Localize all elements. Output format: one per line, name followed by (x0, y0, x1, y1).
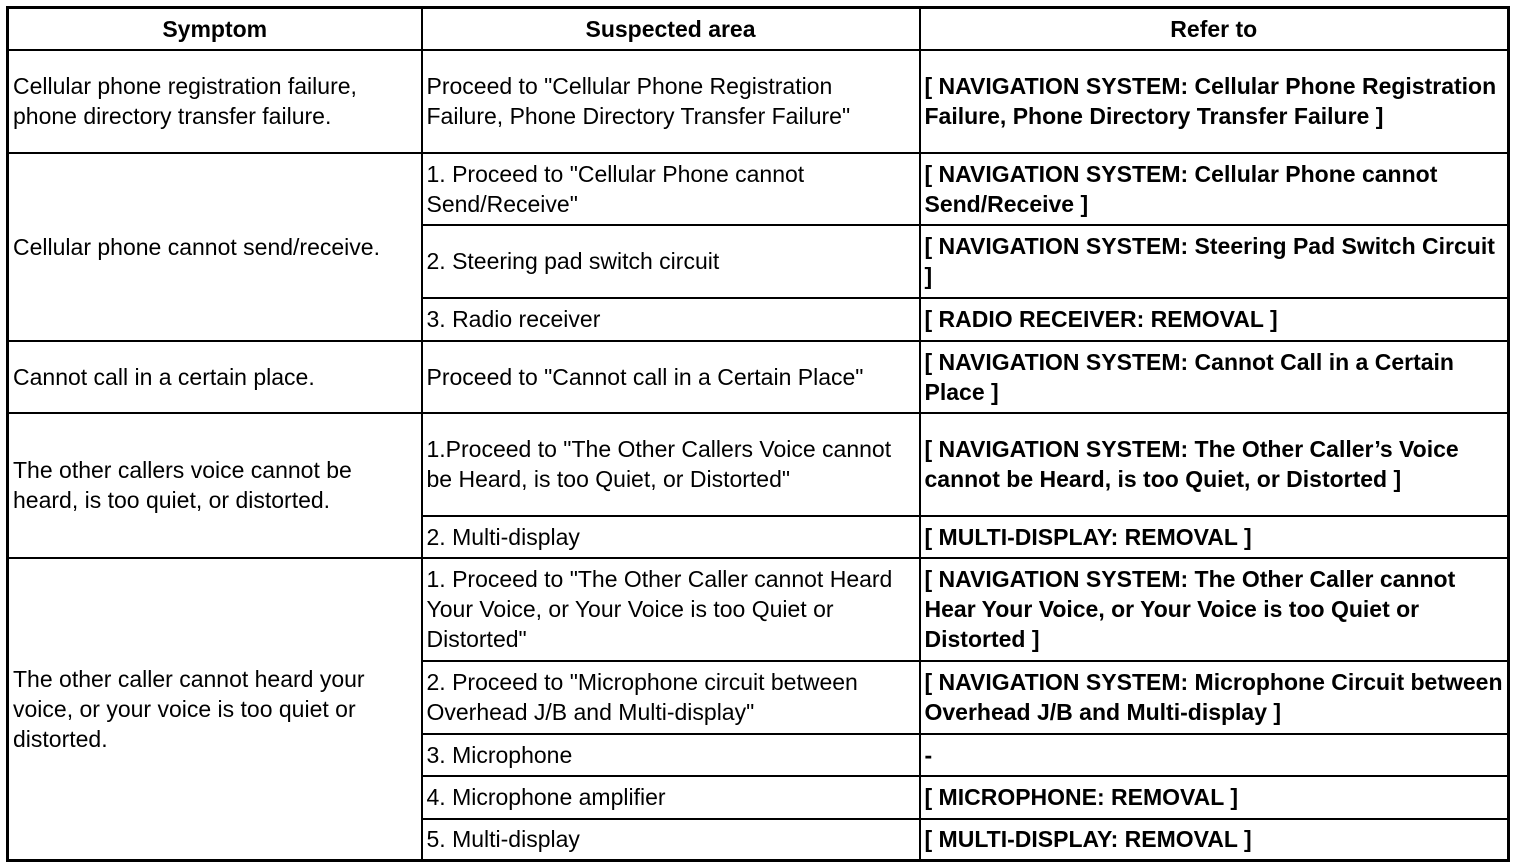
suspected-area-cell: 2. Multi-display (422, 516, 920, 558)
symptom-cell: The other callers voice cannot be heard, is too quiet, or distorted. (8, 413, 422, 558)
table-row (8, 341, 1509, 413)
refer-to-cell: [ NAVIGATION SYSTEM: Cannot Call in a Certain Place ] (920, 341, 1509, 413)
suspected-area-cell: 3. Radio receiver (422, 298, 920, 341)
table-row (8, 153, 1509, 225)
header-row (8, 8, 1509, 50)
refer-to-cell: [ NAVIGATION SYSTEM: The Other Caller’s Voice cannot be Heard, is too Quiet, or Distorted ] (920, 413, 1509, 516)
suspected-area-cell: 1. Proceed to "The Other Caller cannot Heard Your Voice, or Your Voice is too Quiet or Distorted" (422, 558, 920, 661)
table-row (8, 50, 1509, 153)
refer-to-cell: [ MULTI-DISPLAY: REMOVAL ] (920, 516, 1509, 558)
suspected-area-cell: 4. Microphone amplifier (422, 776, 920, 819)
header-refer-to: Refer to (920, 8, 1509, 50)
refer-to-cell: [ NAVIGATION SYSTEM: Steering Pad Switch Circuit ] (920, 225, 1509, 298)
refer-to-cell: [ NAVIGATION SYSTEM: The Other Caller cannot Hear Your Voice, or Your Voice is too Quiet or Distorted ] (920, 558, 1509, 661)
refer-to-cell: [ MICROPHONE: REMOVAL ] (920, 776, 1509, 819)
table-row (8, 558, 1509, 661)
symptom-cell: Cellular phone registration failure, phone directory transfer failure. (8, 50, 422, 153)
symptom-cell: Cellular phone cannot send/receive. (8, 153, 422, 341)
refer-to-cell: [ NAVIGATION SYSTEM: Microphone Circuit between Overhead J/B and Multi-display ] (920, 661, 1509, 734)
suspected-area-cell: 5. Multi-display (422, 819, 920, 861)
suspected-area-cell: 3. Microphone (422, 734, 920, 776)
suspected-area-cell: Proceed to "Cellular Phone Registration Failure, Phone Directory Transfer Failure" (422, 50, 920, 153)
suspected-area-cell: 1.Proceed to "The Other Callers Voice cannot be Heard, is too Quiet, or Distorted" (422, 413, 920, 516)
suspected-area-cell: 1. Proceed to "Cellular Phone cannot Send/Receive" (422, 153, 920, 225)
refer-to-cell: [ NAVIGATION SYSTEM: Cellular Phone cannot Send/Receive ] (920, 153, 1509, 225)
suspected-area-cell: 2. Steering pad switch circuit (422, 225, 920, 298)
refer-to-cell: [ RADIO RECEIVER: REMOVAL ] (920, 298, 1509, 341)
document-page (6, 6, 1507, 862)
header-suspected-area: Suspected area (422, 8, 920, 50)
refer-to-cell: - (920, 734, 1509, 776)
troubleshooting-table (6, 6, 1510, 862)
symptom-cell: Cannot call in a certain place. (8, 341, 422, 413)
suspected-area-cell: 2. Proceed to "Microphone circuit between Overhead J/B and Multi-display" (422, 661, 920, 734)
symptom-cell: The other caller cannot heard your voice, or your voice is too quiet or distorted. (8, 558, 422, 861)
header-symptom: Symptom (8, 8, 422, 50)
refer-to-cell: [ MULTI-DISPLAY: REMOVAL ] (920, 819, 1509, 861)
suspected-area-cell: Proceed to "Cannot call in a Certain Place" (422, 341, 920, 413)
table-row (8, 413, 1509, 516)
refer-to-cell: [ NAVIGATION SYSTEM: Cellular Phone Registration Failure, Phone Directory Transfer Failure ] (920, 50, 1509, 153)
